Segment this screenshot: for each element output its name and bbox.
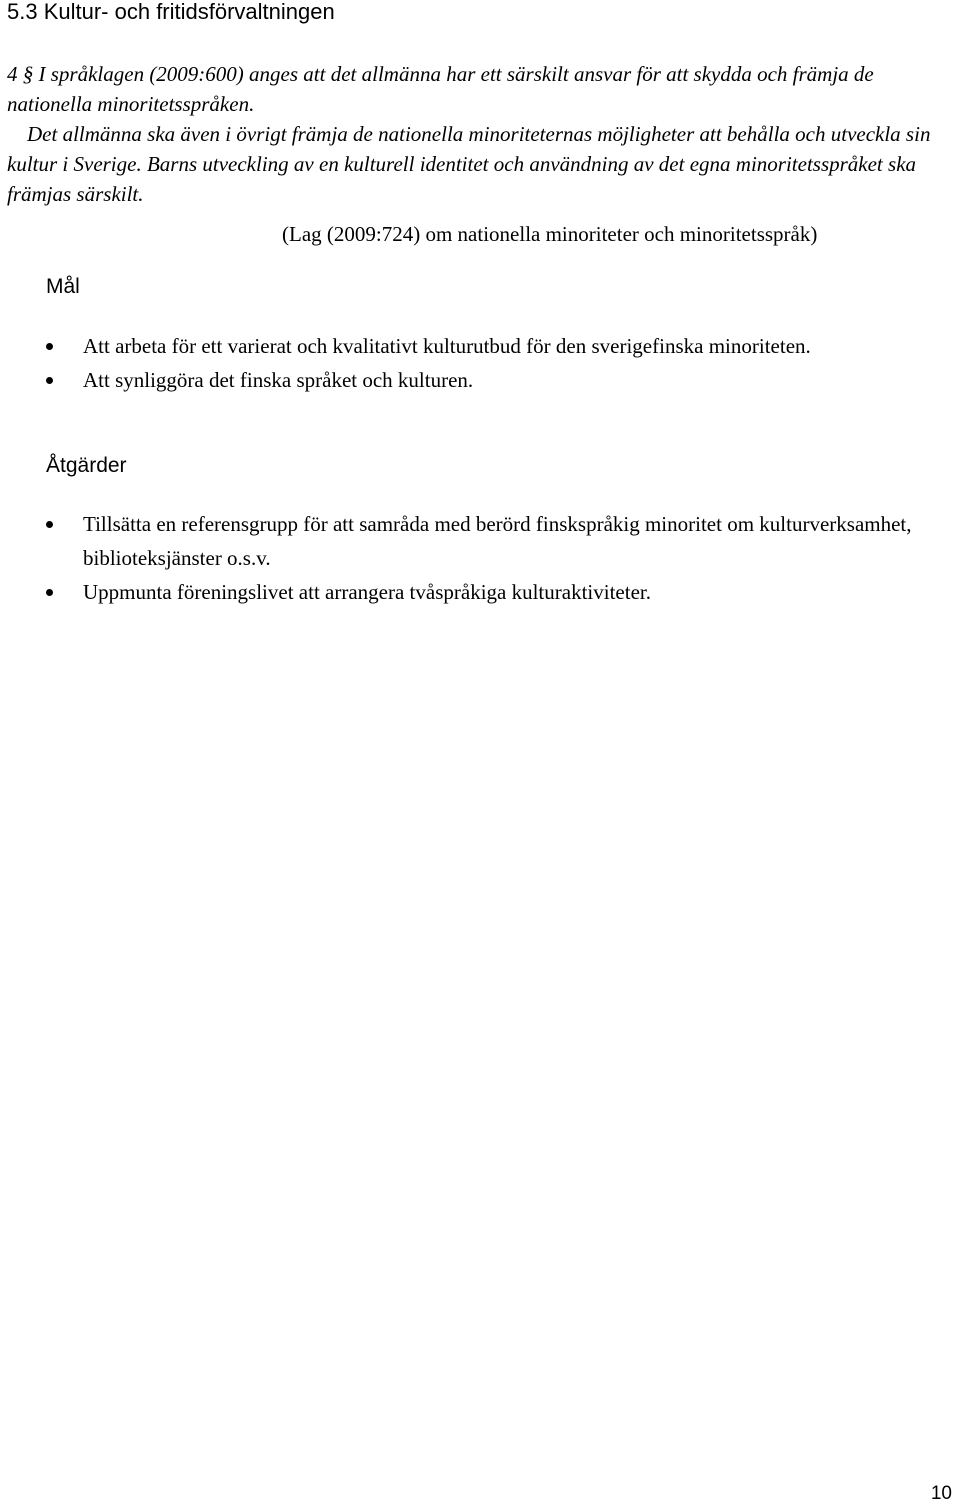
bullet-icon <box>46 589 53 596</box>
bullet-icon <box>46 377 53 384</box>
list-item <box>0 363 943 397</box>
law-quote <box>7 59 957 209</box>
quote-paragraph-1: 4 § I språklagen (2009:600) anges att det allmänna har ett särskilt ansvar för att skydda och främja de nationella minoritetsspråken. <box>7 62 874 116</box>
list-item <box>0 329 943 363</box>
atgarder-heading: Åtgärder <box>46 454 127 477</box>
list-item-text: Att synliggöra det finska språket och kulturen. <box>83 368 474 392</box>
quote-paragraph-2: Det allmänna ska även i övrigt främja de nationella minoriteternas möjligheter att behålla och utveckla sin kultur i Sverige. Barns utveckling av en kulturell identitet och användning av det egna minoritetsspråket ska främjas särskilt. <box>7 122 931 206</box>
law-source: (Lag (2009:724) om nationella minoriteter och minoritetsspråk) <box>282 222 818 246</box>
list-item-text: Tillsätta en referensgrupp för att samråda med berörd finskspråkig minoritet om kulturverksamhet, biblioteksjänster o.s.v. <box>83 512 912 570</box>
section-title: 5.3 Kultur- och fritidsförvaltningen <box>7 0 335 24</box>
list-item <box>0 507 943 575</box>
bullet-icon <box>46 343 53 350</box>
list-item <box>0 575 943 609</box>
atgarder-list <box>0 507 960 609</box>
mal-heading: Mål <box>46 275 80 298</box>
mal-list <box>0 329 960 397</box>
list-item-text: Uppmunta föreningslivet att arrangera tvåspråkiga kulturaktiviteter. <box>83 580 651 604</box>
list-item-text: Att arbeta för ett varierat och kvalitativt kulturutbud för den sverigefinska minoriteten. <box>83 334 811 358</box>
page-number: 10 <box>930 1483 952 1504</box>
bullet-icon <box>46 521 53 528</box>
